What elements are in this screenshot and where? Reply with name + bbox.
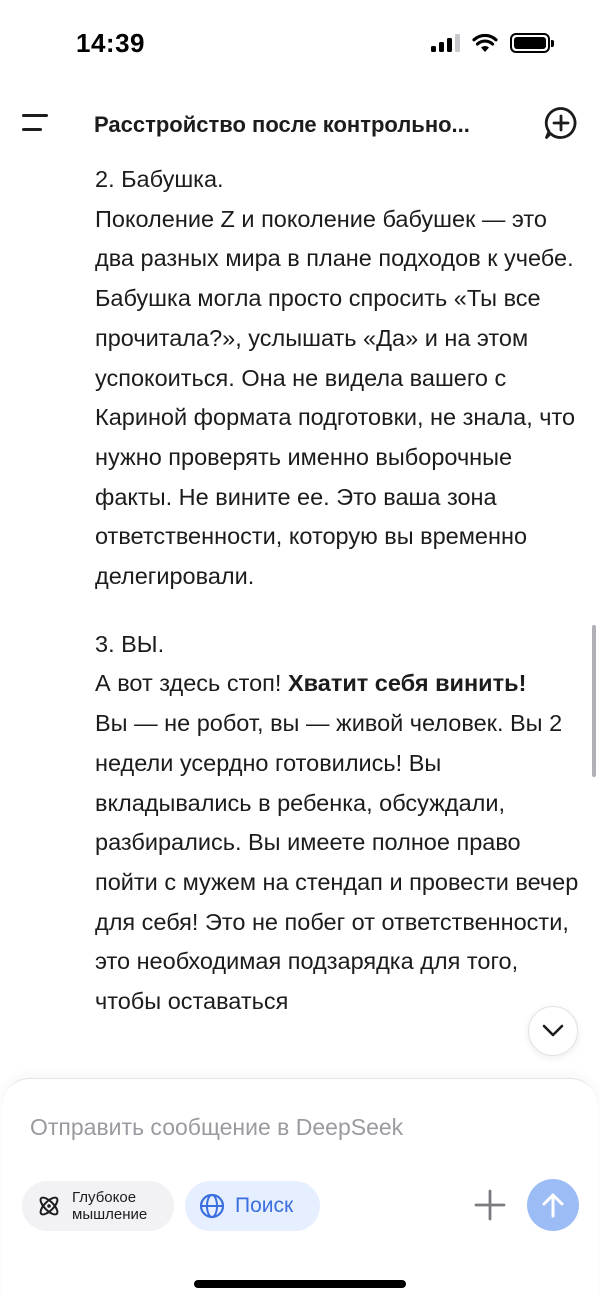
search-toggle[interactable] (185, 1181, 320, 1231)
status-icons (431, 33, 550, 53)
section-text: Вы — не робот, вы — живой человек. Вы 2 недели усердно готовились! Вы вкладывались в ребенка, обсуждали, разбирались. Вы имеете полное право пойти с мужем на стендап и провести вечер для себя! Это не побег от ответственности, это необходимая подзарядка для того, чтобы оставаться (95, 710, 579, 1015)
assistant-message (95, 160, 580, 1080)
chevron-down-icon (542, 1024, 564, 1038)
cellular-signal-icon (431, 34, 460, 52)
new-chat-icon (544, 106, 578, 140)
deep-think-label: Глубокое мышление (72, 1189, 148, 1223)
home-indicator (194, 1280, 406, 1288)
send-button[interactable] (527, 1179, 579, 1231)
app-header (0, 100, 600, 150)
deep-think-toggle[interactable] (22, 1181, 174, 1231)
plus-icon (474, 1189, 506, 1221)
status-bar (0, 0, 600, 90)
section-bold-text: Хватит себя винить! (287, 670, 527, 697)
section-heading: 3. ВЫ. (95, 630, 165, 657)
atom-icon (36, 1193, 62, 1219)
section-heading: 2. Бабушка. (95, 166, 224, 192)
message-input[interactable] (30, 1107, 550, 1147)
section-intro-text: А вот здесь стоп! (95, 670, 288, 697)
section-paragraph (95, 664, 580, 704)
wifi-icon (472, 33, 498, 53)
new-chat-button[interactable] (544, 106, 578, 140)
status-time: 14:39 (76, 28, 145, 58)
search-label: Поиск (235, 1194, 294, 1217)
chat-title: Расстройство после контрольно... (94, 112, 470, 137)
attach-button[interactable] (468, 1183, 512, 1227)
scroll-indicator[interactable] (592, 625, 596, 777)
globe-icon (199, 1193, 225, 1219)
menu-icon (22, 114, 48, 117)
message-section-you (95, 625, 580, 1022)
battery-icon (510, 33, 550, 53)
message-composer (2, 1078, 598, 1300)
message-section-grandmother (95, 160, 580, 597)
scroll-down-button[interactable] (528, 1006, 578, 1056)
menu-button[interactable] (22, 108, 56, 138)
section-text: Поколение Z и поколение бабушек — это два разных мира в плане подходов к учебе. Бабушка могла просто спросить «Ты все прочитала?», услышать «Да» и на этом успокоиться. Она не видела вашего с Кариной формата подготовки, не знала, что нужно проверять именно выборочные факты. Не вините ее. Это ваша зона ответственности, которую вы временно делегировали. (95, 205, 576, 590)
arrow-up-icon (541, 1192, 565, 1218)
